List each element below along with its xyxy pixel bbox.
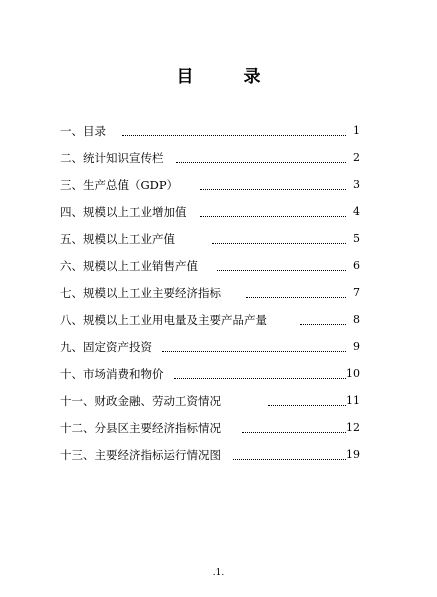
toc-leader-dots (212, 235, 346, 244)
toc-entry-label: 九、固定资产投资 (60, 340, 152, 354)
toc-entry[interactable] (60, 420, 360, 447)
toc-entry-label: 十二、分县区主要经济指标情况 (60, 421, 221, 435)
toc-entry-page: 10 (346, 367, 360, 380)
toc-entry-label: 二、统计知识宣传栏 (60, 151, 164, 165)
toc-entry-page: 5 (353, 232, 360, 245)
toc-entry[interactable] (60, 285, 360, 312)
toc-entry-page: 2 (353, 151, 360, 164)
toc-entry-label: 一、目录 (60, 124, 106, 138)
toc-entry-page: 3 (353, 178, 360, 191)
toc-leader-dots (242, 424, 346, 433)
toc-entry[interactable] (60, 258, 360, 285)
toc-entry-label: 三、生产总值（GDP） (60, 178, 179, 192)
toc-entry-label: 十一、财政金融、劳动工资情况 (60, 394, 221, 408)
toc-entry-page: 1 (353, 124, 360, 137)
toc-leader-dots (176, 154, 346, 163)
toc-leader-dots (122, 127, 346, 136)
toc-entry-label: 十三、主要经济指标运行情况图 (60, 448, 221, 462)
toc-entry[interactable] (60, 123, 360, 150)
toc-leader-dots (162, 343, 346, 352)
toc-entry-label: 五、规模以上工业产值 (60, 232, 175, 246)
toc-entry[interactable] (60, 177, 360, 204)
toc-entry-label: 六、规模以上工业销售产值 (60, 259, 198, 273)
toc-leader-dots (174, 370, 346, 379)
table-of-contents (60, 123, 360, 474)
toc-entry[interactable] (60, 231, 360, 258)
toc-entry-label: 七、规模以上工业主要经济指标 (60, 286, 221, 300)
toc-entry[interactable] (60, 150, 360, 177)
toc-leader-dots (233, 451, 346, 460)
toc-entry-page: 11 (346, 394, 360, 407)
toc-leader-dots (300, 316, 346, 325)
toc-entry[interactable] (60, 366, 360, 393)
toc-leader-dots (217, 262, 346, 271)
toc-entry-page: 19 (346, 448, 360, 461)
toc-entry[interactable] (60, 339, 360, 366)
toc-entry-label: 十、市场消费和物价 (60, 367, 164, 381)
toc-leader-dots (246, 289, 346, 298)
toc-entry-label: 八、规模以上工业用电量及主要产品产量 (60, 313, 267, 327)
toc-entry-page: 12 (346, 421, 360, 434)
toc-leader-dots (200, 181, 346, 190)
toc-leader-dots (200, 208, 346, 217)
page-title: 目 录 (176, 67, 283, 87)
toc-entry[interactable] (60, 393, 360, 420)
toc-entry-page: 4 (353, 205, 360, 218)
toc-entry-page: 8 (353, 313, 360, 326)
toc-entry[interactable] (60, 312, 360, 339)
toc-entry[interactable] (60, 204, 360, 231)
toc-entry-page: 6 (353, 259, 360, 272)
toc-entry-page: 7 (353, 286, 360, 299)
page-number-footer: .1. (212, 568, 225, 578)
toc-entry[interactable] (60, 447, 360, 474)
toc-leader-dots (268, 397, 346, 406)
toc-entry-page: 9 (353, 340, 360, 353)
toc-entry-label: 四、规模以上工业增加值 (60, 205, 187, 219)
